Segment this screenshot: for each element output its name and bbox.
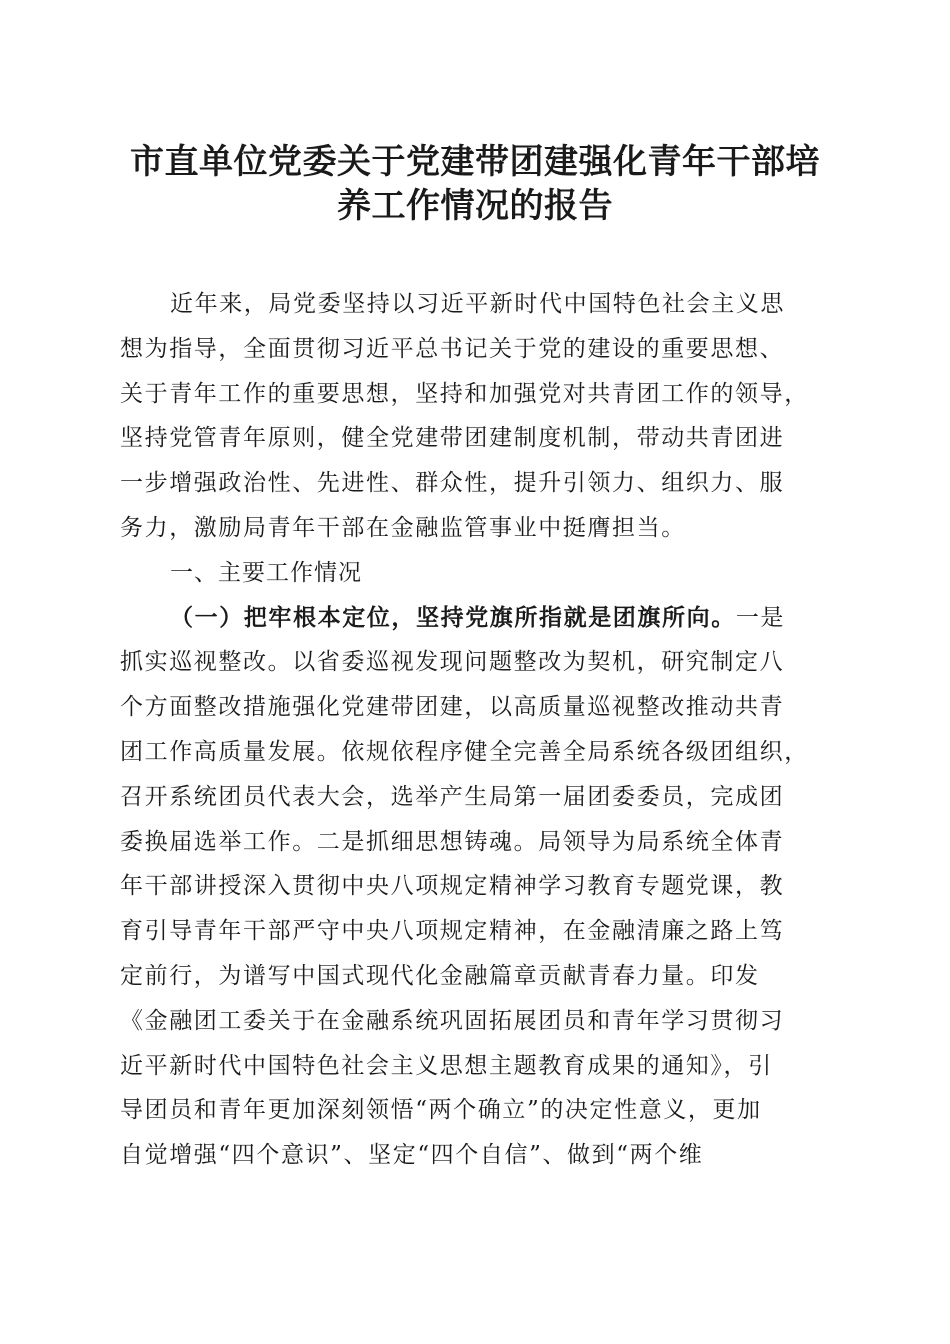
subsection-heading: （一）把牢根本定位，坚持党旗所指就是团旗所向。 [170, 603, 736, 631]
paragraph-line: 年干部讲授深入贯彻中央八项规定精神学习教育专题党课，教 [120, 873, 785, 900]
paragraph-line: 坚持党管青年原则，健全党建带团建制度机制，带动共青团进 [120, 425, 785, 452]
paragraph-line: 导团员和青年更加深刻领悟“两个确立”的决定性意义，更加 [120, 1097, 762, 1124]
paragraph-line: 召开系统团员代表大会，选举产生局第一届团委委员，完成团 [120, 783, 785, 810]
title-line: 市直单位党委关于党建带团建强化青年干部培 [130, 142, 820, 182]
paragraph-line: 想为指导，全面贯彻习近平总书记关于党的建设的重要思想、 [120, 335, 785, 362]
paragraph-line: 团工作高质量发展。依规依程序健全完善全局系统各级团组织， [120, 738, 809, 765]
paragraph-line: 个方面整改措施强化党建带团建，以高质量巡视整改推动共青 [120, 694, 785, 721]
section-heading: 一、主要工作情况 [170, 559, 362, 586]
paragraph-line: 定前行，为谱写中国式现代化金融篇章贡献青春力量。印发 [120, 962, 760, 989]
paragraph-line: 近平新时代中国特色社会主义思想主题教育成果的通知》，引 [120, 1052, 773, 1079]
paragraph-line: 委换届选举工作。二是抓细思想铸魂。局领导为局系统全体青 [120, 828, 785, 855]
document-title [110, 140, 840, 228]
subsection-first-line [120, 596, 840, 641]
document-body [120, 282, 840, 1178]
paragraph-line: 近年来，局党委坚持以习近平新时代中国特色社会主义思 [170, 291, 785, 317]
paragraph-line: 一步增强政治性、先进性、群众性，提升引领力、组织力、服 [120, 470, 785, 497]
paragraph-line: 自觉增强“四个意识”、坚定“四个自信”、做到“两个维 [120, 1142, 704, 1169]
paragraph-line: 关于青年工作的重要思想，坚持和加强党对共青团工作的领导， [120, 380, 809, 407]
paragraph-line: 抓实巡视整改。以省委巡视发现问题整改为契机，研究制定八 [120, 649, 785, 676]
paragraph-fragment: 一是 [735, 604, 786, 631]
paragraph-line: 育引导青年干部严守中央八项规定精神，在金融清廉之路上笃 [120, 918, 785, 945]
title-line: 养工作情况的报告 [337, 186, 613, 226]
paragraph-line: 《金融团工委关于在金融系统巩固拓展团员和青年学习贯彻习 [120, 1007, 785, 1034]
paragraph-line: 务力，激励局青年干部在金融监管事业中挺膺担当。 [120, 514, 686, 541]
